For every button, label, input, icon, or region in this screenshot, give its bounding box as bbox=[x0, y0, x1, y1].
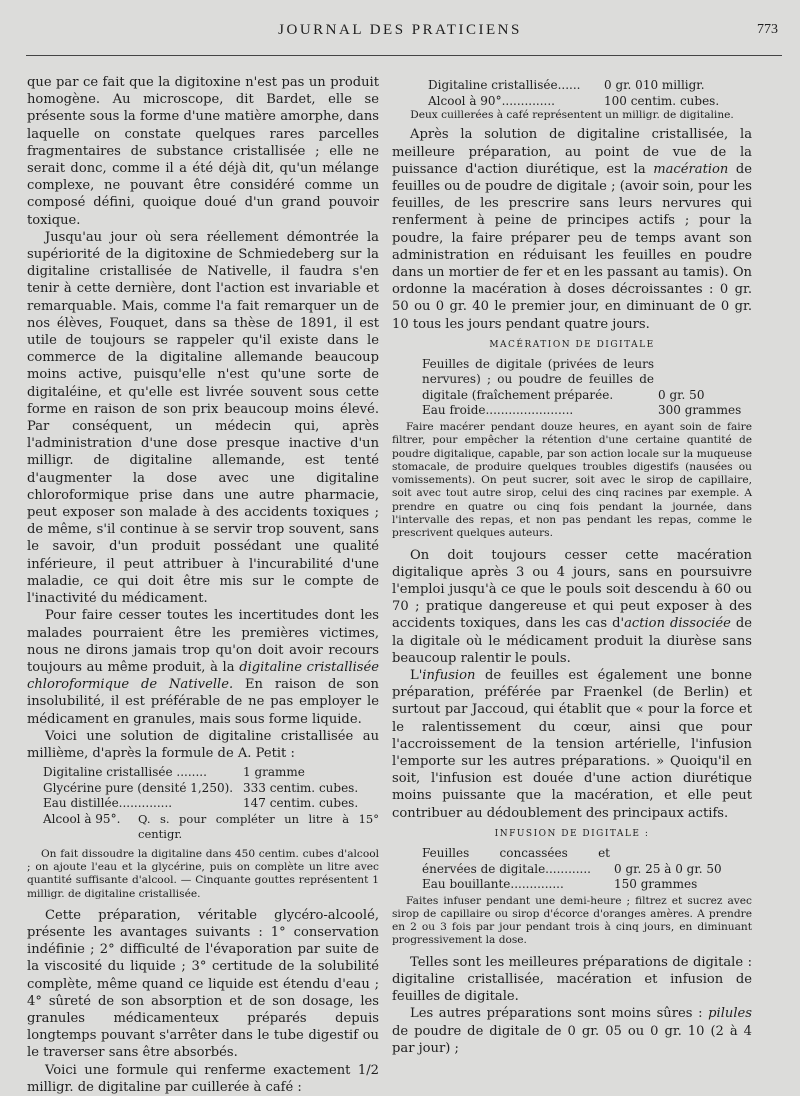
page-number: 773 bbox=[757, 22, 778, 37]
right-column bbox=[392, 78, 752, 1057]
formula-infusion bbox=[422, 846, 752, 893]
italic-text: pilules bbox=[708, 1006, 752, 1022]
formula-row: Eau froide....................... 300 grammes bbox=[422, 403, 742, 418]
section-caption: INFUSION DE DIGITALE : bbox=[494, 828, 650, 839]
paragraph: Pour faire cesser toutes les incertitudes dont les malades pourraient être les premières victimes, nous ne dirons jamais trop qu'on doit avoir recours toujours au même produit, à la digitaline cristallisée chloroformique de Nativelle. En raison de son insolubilité, il est préférable de ne pas employer le médicament en granules, mais sous forme liquide. bbox=[27, 608, 379, 727]
paragraph: Après la solution de digitaline cristallisée, la meilleure préparation, au point de vue de la puissance d'action diurétique, est la macération de feuilles ou de poudre de digitale ; (avoir soin, pour les feuilles, de les prescrire sans leurs nervures qui renferment à peine de principes actifs ; pour la poudre, la faire préparer peu de temps avant son administration en réduisant les feuilles en poudre dans un mortier de fer et en les passant au tamis). On ordonne la macération à doses décroissantes : 0 gr. 50 ou 0 gr. 40 le premier jour, en diminuant de 0 gr. 10 tous les jours pendant quatre jours. bbox=[392, 127, 753, 332]
formula-row: Alcool à 90°.............. 100 centim. cubes. bbox=[428, 93, 720, 108]
formula-row: Feuilles concassées et énervées de digitale............ 0 gr. 25 à 0 gr. 50 bbox=[422, 846, 722, 876]
section-caption: MACÉRATION DE DIGITALE bbox=[489, 339, 655, 350]
formula-note: Faites infuser pendant une demi-heure ; filtrez et sucrez avec sirop de capillaire ou sirop d'écorce d'oranges amères. A prendre en 2 ou 3 fois par jour pendant trois à cinq jours, en diminuant progressivement la dose. bbox=[392, 894, 752, 947]
running-header bbox=[0, 22, 800, 44]
formula-row: Digitaline cristallisée ........ 1 gramme bbox=[43, 765, 305, 780]
formula-note: Faire macérer pendant douze heures, en ayant soin de faire filtrer, pour empêcher la rétention d'une certaine quantité de poudre digitalique, capable, par son action locale sur la muqueuse stomacale, de produire quelques troubles digestifs (nausées ou vomissements). On peut sucrer, soit avec le sirop de capillaire, soit avec tout autre sirop, celui des cinq racines par exemple. A prendre en quatre ou cinq fois pendant la journée, dans l'intervalle des repas, et non pas pendant les repas, comme le prescrivent quelques auteurs. bbox=[392, 420, 752, 540]
formula-note: On fait dissoudre la digitaline dans 450 centim. cubes d'alcool ; on ajoute l'eau et la glycérine, puis on complète un litre avec quantité suffisante d'alcool. — Cinquante gouttes représentent 1 milligr. de digitaline cristallisée. bbox=[27, 847, 379, 900]
paragraph: Jusqu'au jour où sera réellement démontrée la supériorité de la digitoxine de Schmiedeberg sur la digitaline cristallisée de Nativelle, il faudra s'en tenir à cette dernière, dont l'action est invariable et remarquable. Mais, comme l'a fait remarquer un de nos élèves, Fouquet, dans sa thèse de 1891, il est utile de toujours se rappeler qu'il existe dans le commerce de la digitaline allemande beaucoup moins active, puisqu'elle n'est qu'une sorte de digitaléine, et qu'elle est livrée souvent sous cette forme en raison de son prix beaucoup moins élevé. Par conséquent, un médecin qui, après l'administration d'une dose presque inactive d'un milligr. de digitaline allemande, est tenté d'augmenter la dose avec une digitaline chloroformique prise dans une autre pharmacie, peut exposer son malade à des accidents toxiques ; de même, s'il continue à se servir trop souvent, sans le savoir, d'un produit possédant une qualité inférieure, il peut attribuer à l'incurabilité d'une maladie, ce qui doit être mis sur le compte de l'inactivité du médicament. bbox=[27, 229, 379, 607]
left-column bbox=[27, 74, 379, 1096]
formula-half-milligram bbox=[428, 78, 752, 109]
formula-row: Alcool à 95°. Q. s. pour compléter un litre à 15° centigr. bbox=[43, 811, 379, 842]
paragraph: Les autres préparations sont moins sûres : pilules de poudre de digitale de 0 gr. 05 ou 0 gr. 10 (2 à 4 par jour) ; bbox=[392, 1006, 752, 1056]
italic-text: macération bbox=[653, 161, 729, 177]
paragraph: Voici une solution de digitaline cristallisée au millième, d'après la formule de A. Petit : bbox=[27, 728, 379, 761]
paragraph: L'infusion de feuilles est également une bonne préparation, préférée par Fraenkel (de Berlin) et surtout par Jaccoud, qui établit que « pour la force et le ralentissement du cœur, ainsi que pour l'accroissement de la tension artérielle, l'infusion l'emporte sur les autres préparations. » Quoiqu'il en soit, l'infusion est douée d'une action diurétique moins puissante que la macération, et elle peut contribuer au dédoublement des principaux actifs. bbox=[392, 668, 752, 821]
formula-row: Eau distillée.............. 147 centim. cubes. bbox=[43, 796, 359, 811]
paragraph: que par ce fait que la digitoxine n'est pas un produit homogène. Au microscope, dit Bardet, elle se présente sous la forme d'une matière amorphe, dans laquelle on constate quelques rares parcelles fragmentaires de substance cristallisée ; elle ne serait donc, comme il a été déjà dit, qu'un mélange complexe, ne pouvant être considéré comme un composé défini, quoique doué d'un grand pouvoir toxique. bbox=[27, 75, 379, 228]
italic-text: digitaline cristallisée chloroformique de Nativelle. bbox=[27, 659, 379, 693]
formula-row: Feuilles de digitale (privées de leurs nervures) ; ou poudre de feuilles de digitale (fraîchement préparée. 0 gr. 50 bbox=[422, 356, 705, 402]
italic-text: infusion bbox=[422, 668, 476, 684]
paragraph: Telles sont les meilleures préparations de digitale : digitaline cristallisée, macération et infusion de feuilles de digitale. bbox=[392, 954, 752, 1005]
formula-maceration bbox=[422, 357, 752, 419]
paragraph: On doit toujours cesser cette macération digitalique après 3 ou 4 jours, sans en poursuivre l'emploi jusqu'à ce que le pouls soit descendu à 60 ou 70 ; pratique dangereuse et qui peut exposer à des accidents toxiques, dans les cas d'action dissociée de la digitale où le médicament produit la diurèse sans beaucoup ralentir le pouls. bbox=[392, 547, 752, 666]
paragraph: Voici une formule qui renferme exactement 1/2 milligr. de digitaline par cuillerée à café : bbox=[27, 1062, 379, 1095]
formula-note: Deux cuillerées à café représentent un milligr. de digitaline. bbox=[410, 109, 734, 121]
formula-row: Glycérine pure (densité 1,250). 333 centim. cubes. bbox=[43, 780, 359, 795]
formula-row: Eau bouillante.............. 150 grammes bbox=[422, 877, 698, 892]
italic-text: action dissociée bbox=[624, 616, 731, 632]
paragraph: Cette préparation, véritable glycéro-alcoolé, présente les avantages suivants : 1° conservation indéfinie ; 2° difficulté de l'évaporation par suite de la viscosité du liquide ; 3° certitude de la solubilité complète, même quand ce liquide est étendu d'eau ; 4° sûreté de son absorption et de son dosage, les granules médicamenteux préparés depuis longtemps pouvant s'arrêter dans le tube digestif ou le traverser sans être absorbés. bbox=[27, 907, 379, 1061]
formula-petit bbox=[43, 765, 379, 843]
journal-title: JOURNAL DES PRATICIENS bbox=[278, 22, 522, 38]
header-rule bbox=[26, 55, 782, 56]
formula-row: Digitaline cristallisée...... 0 gr. 010 milligr. bbox=[428, 78, 705, 92]
